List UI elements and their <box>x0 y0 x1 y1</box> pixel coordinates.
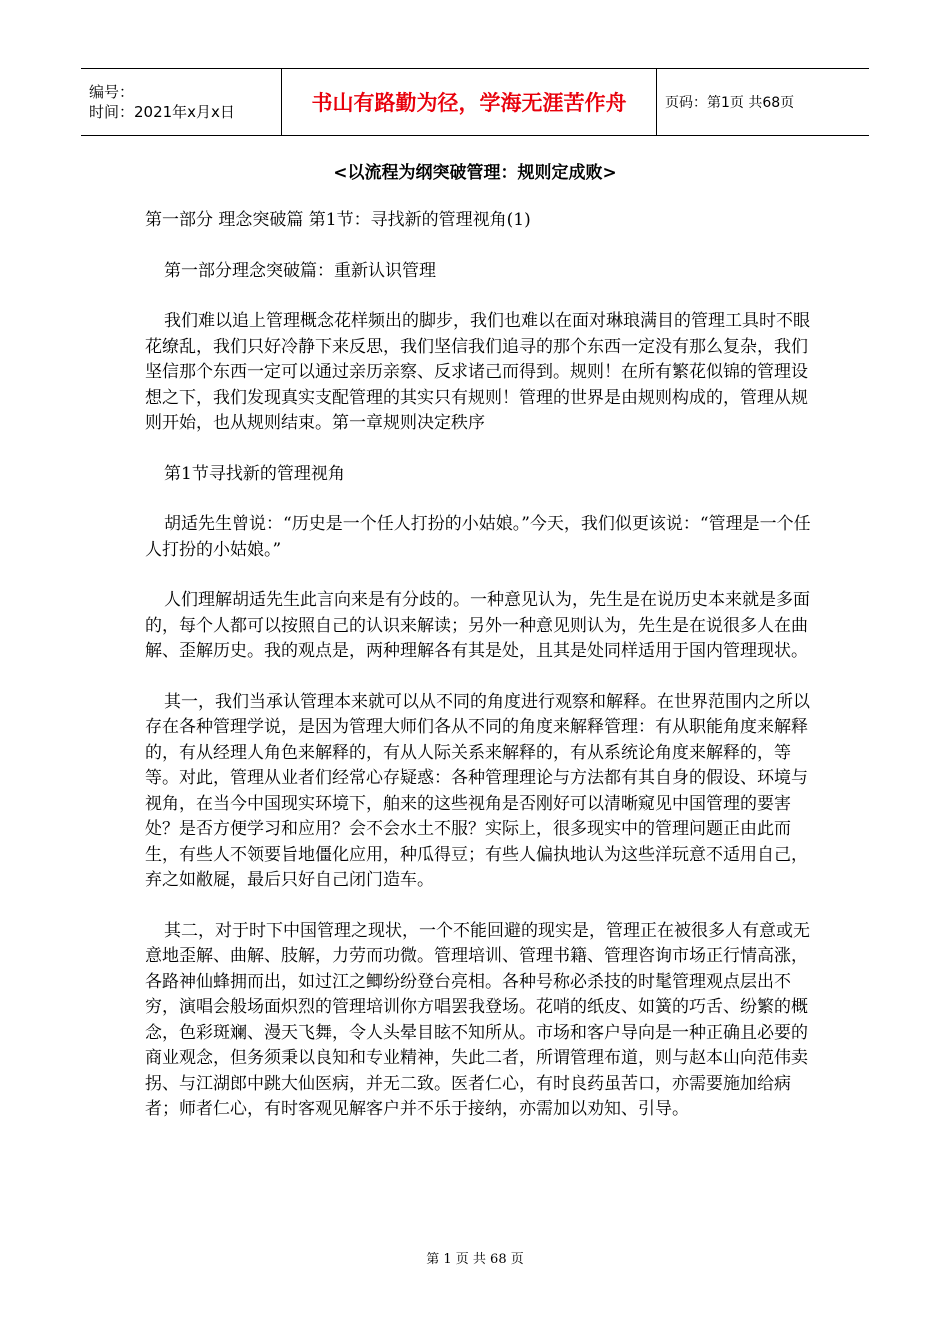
header-page-info <box>657 69 869 135</box>
document-body <box>145 208 813 1148</box>
header-meta <box>81 69 281 135</box>
subheading: 第1节寻找新的管理视角 <box>164 463 345 484</box>
number-label: 编号： <box>89 83 135 101</box>
section-heading: 第一部分 理念突破篇 第1节：寻找新的管理视角(1) <box>145 210 531 230</box>
page-info-text: 页码：第1页 共68页 <box>665 95 795 111</box>
document-title: <以流程为纲突破管理：规则定成败> <box>333 163 617 183</box>
time-label: 时间：2021年x月x日 <box>89 103 235 121</box>
subheading: 第一部分理念突破篇：重新认识管理 <box>164 260 436 281</box>
motto-text: 书山有路勤为径，学海无涯苦作舟 <box>311 91 627 115</box>
paragraph: 人们理解胡适先生此言向来是有分歧的。一种意见认为，先生是在说历史本来就是多面的，每个人都可以按照自己的认识来解读；另外一种意见则认为，先生是在说很多人在曲解、歪解历史。我的观点是，两种理解各有其是处，且其是处同样适用于国内管理现状。 <box>145 590 810 661</box>
page-footer: 第 1 页 共 68 页 <box>426 1252 524 1267</box>
header-motto <box>281 69 657 135</box>
paragraph: 胡适先生曾说：“历史是一个任人打扮的小姑娘。”今天，我们似更该说：“管理是一个任人打扮的小姑娘。” <box>145 514 811 560</box>
paragraph: 其二，对于时下中国管理之现状，一个不能回避的现实是，管理正在被很多人有意或无意地歪解、曲解、肢解，力劳而功微。管理培训、管理书籍、管理咨询市场正行情高涨，各路神仙蜂拥而出，如过江之鲫纷纷登台亮相。各种号称必杀技的时髦管理观点层出不穷，演唱会般场面炽烈的管理培训你方唱罢我登场。花哨的纸皮、如簧的巧舌、纷繁的概念，色彩斑斓、漫天飞舞，令人头晕目眩不知所从。市场和客户导向是一种正确且必要的商业观念，但务须秉以良知和专业精神，失此二者，所谓管理布道，则与赵本山向范伟卖拐、与江湖郎中跳大仙医病，并无二致。医者仁心，有时良药虽苦口，亦需要施加给病者；师者仁心，有时客观见解客户并不乐于接纳，亦需加以劝知、引导。 <box>145 920 810 1119</box>
paragraph: 其一，我们当承认管理本来就可以从不同的角度进行观察和解释。在世界范围内之所以存在各种管理学说，是因为管理大师们各从不同的角度来解释管理：有从职能角度来解释的，有从经理人角色来解释的，有从人际关系来解释的，有从系统论角度来解释的，等等。对此，管理从业者们经常心存疑惑：各种管理理论与方法都有其自身的假设、环境与视角，在当今中国现实环境下，舶来的这些视角是否刚好可以清晰窥见中国管理的要害处？是否方便学习和应用？会不会水土不服？实际上，很多现实中的管理问题正由此而生，有些人不领要旨地僵化应用，种瓜得豆；有些人偏执地认为这些洋玩意不适用自己，弃之如敝屣，最后只好自己闭门造车。 <box>145 691 810 890</box>
header-table <box>81 68 869 136</box>
paragraph: 我们难以追上管理概念花样频出的脚步，我们也难以在面对琳琅满目的管理工具时不眼花缭乱，我们只好冷静下来反思，我们坚信我们追寻的那个东西一定没有那么复杂，我们坚信那个东西一定可以通过亲历亲察、反求诸己而得到。规则！在所有繁花似锦的管理设想之下，我们发现真实支配管理的其实只有规则！管理的世界是由规则构成的，管理从规则开始，也从规则结束。第一章规则决定秩序 <box>145 311 810 433</box>
